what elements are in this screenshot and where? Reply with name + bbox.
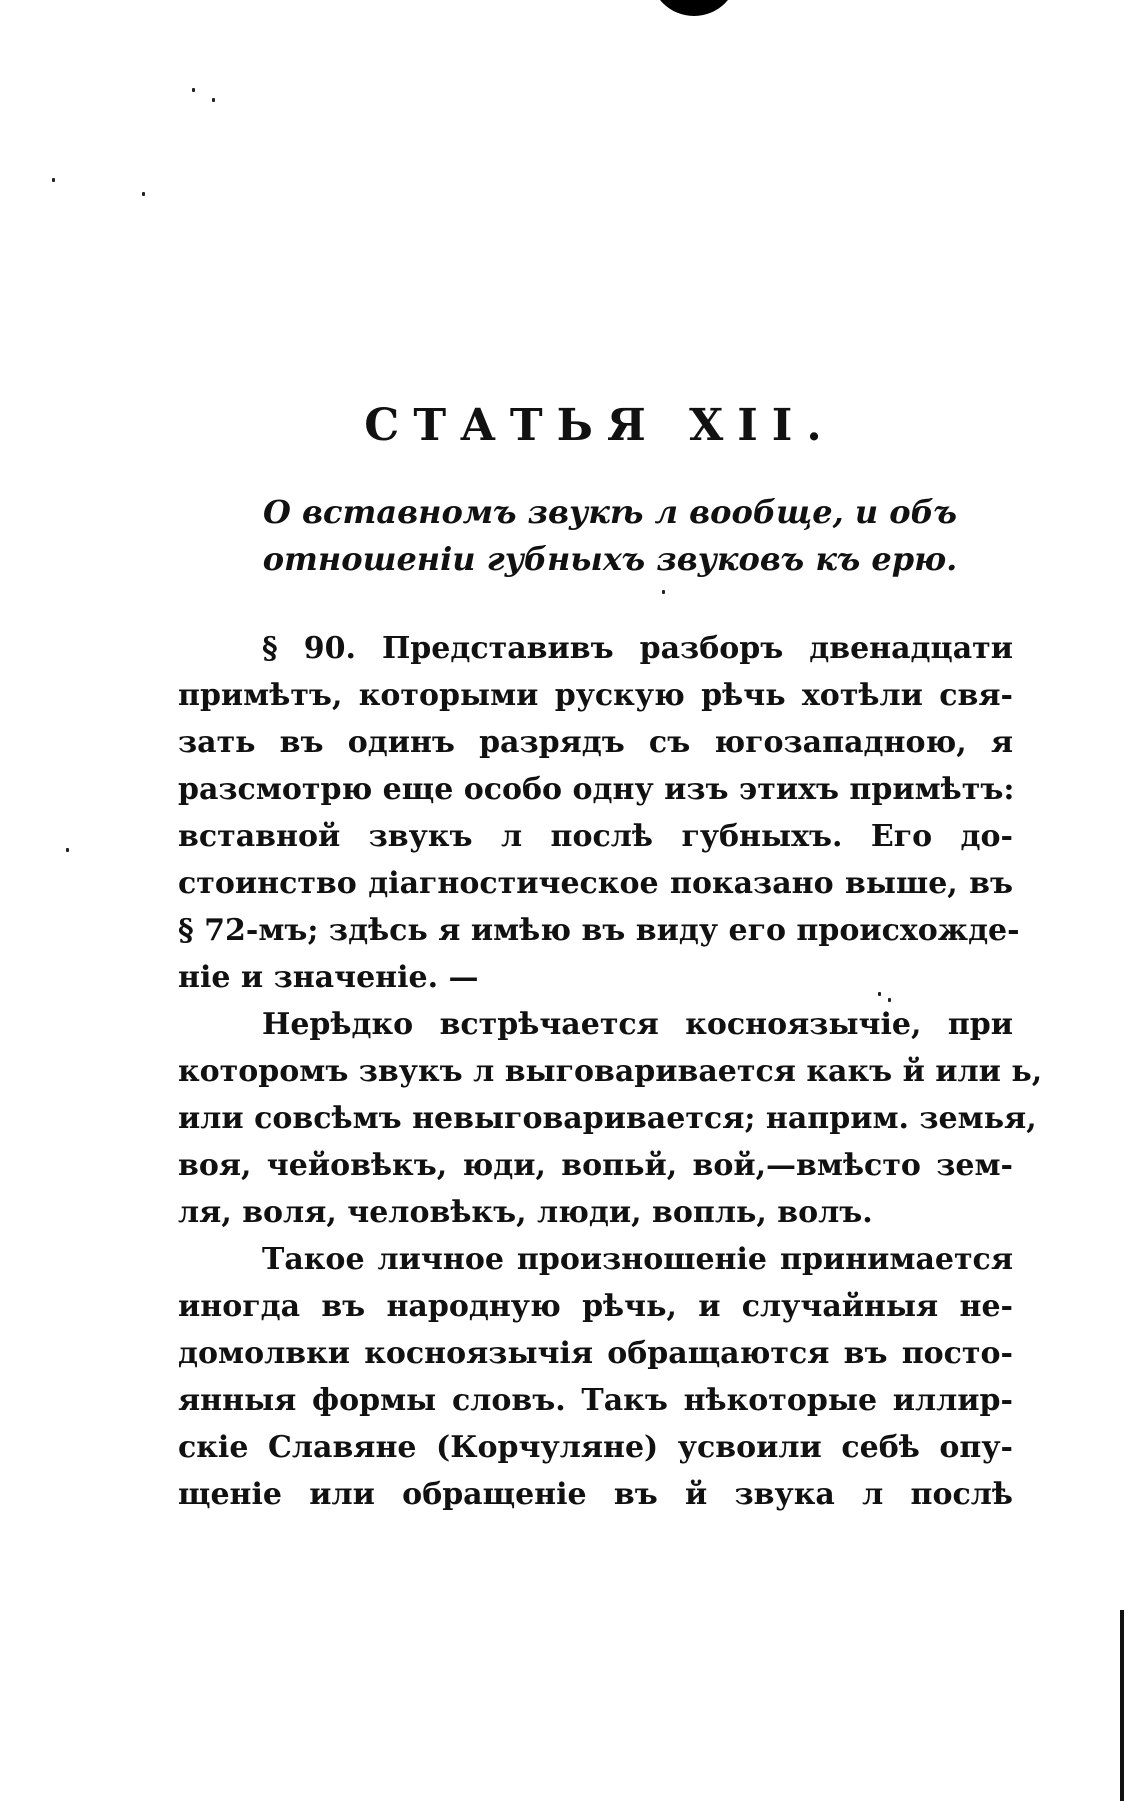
text-line: янныя формы словъ. Такъ нѣкоторые иллир- [178,1383,1013,1418]
speck [52,178,55,182]
text-line: Такое личное произношеніе принимается [262,1242,1013,1277]
subtitle-line-1: О вставномъ звукѣ л вообще, и объ [262,493,958,531]
text-line: ніе и значеніе. — [178,960,479,995]
text-line: стоинство діагностическое показано выше, въ [178,866,1013,901]
text-line: скіе Славяне (Корчуляне) усвоили себѣ опу- [178,1430,1013,1465]
text-line: вставной звукъ л послѣ губныхъ. Его до- [178,819,1013,854]
text-line: ля, воля, человѣкъ, люди, вопль, волъ. [178,1195,873,1230]
text-line: которомъ звукъ л выговаривается какъ й или ь, [178,1054,1043,1089]
speck [192,88,195,92]
text-line: примѣтъ, которыми рускую рѣчь хотѣли свя- [178,678,1013,713]
text-line: зать въ одинъ разрядъ съ югозападною, я [178,725,1013,760]
speck [142,192,145,196]
text-line: § 72-мъ; здѣсь я имѣю въ виду его происхожде- [178,913,1020,948]
subtitle-line-2: отношеніи губныхъ звуковъ къ ерю. [262,540,958,578]
text-line: щеніе или обращеніе въ й звука л послѣ [178,1477,1013,1512]
text-line: иногда въ народную рѣчь, и случайныя не- [178,1289,1013,1324]
text-line: домолвки косноязычія обращаются въ посто- [178,1336,1013,1371]
ink-blot [650,0,738,16]
text-line: § 90. Представивъ разборъ двенадцати [262,631,1013,666]
text-line: разсмотрю еще особо одну изъ этихъ примѣтъ: [178,772,1015,807]
article-subtitle [250,485,970,579]
text-line: или совсѣмъ невыговаривается; наприм. земья, [178,1101,1037,1136]
body-text [178,625,1043,1518]
speck [212,98,215,102]
speck [662,590,665,594]
text-line: воя, чейовѣкъ, юди, вопьй, вой,—вмѣсто зем- [178,1148,1013,1183]
speck [66,848,69,852]
article-heading: СТАТЬЯ XII. [364,400,836,451]
page-edge-line [1120,1610,1124,1801]
text-line: Нерѣдко встрѣчается косноязычіе, при [262,1007,1013,1042]
